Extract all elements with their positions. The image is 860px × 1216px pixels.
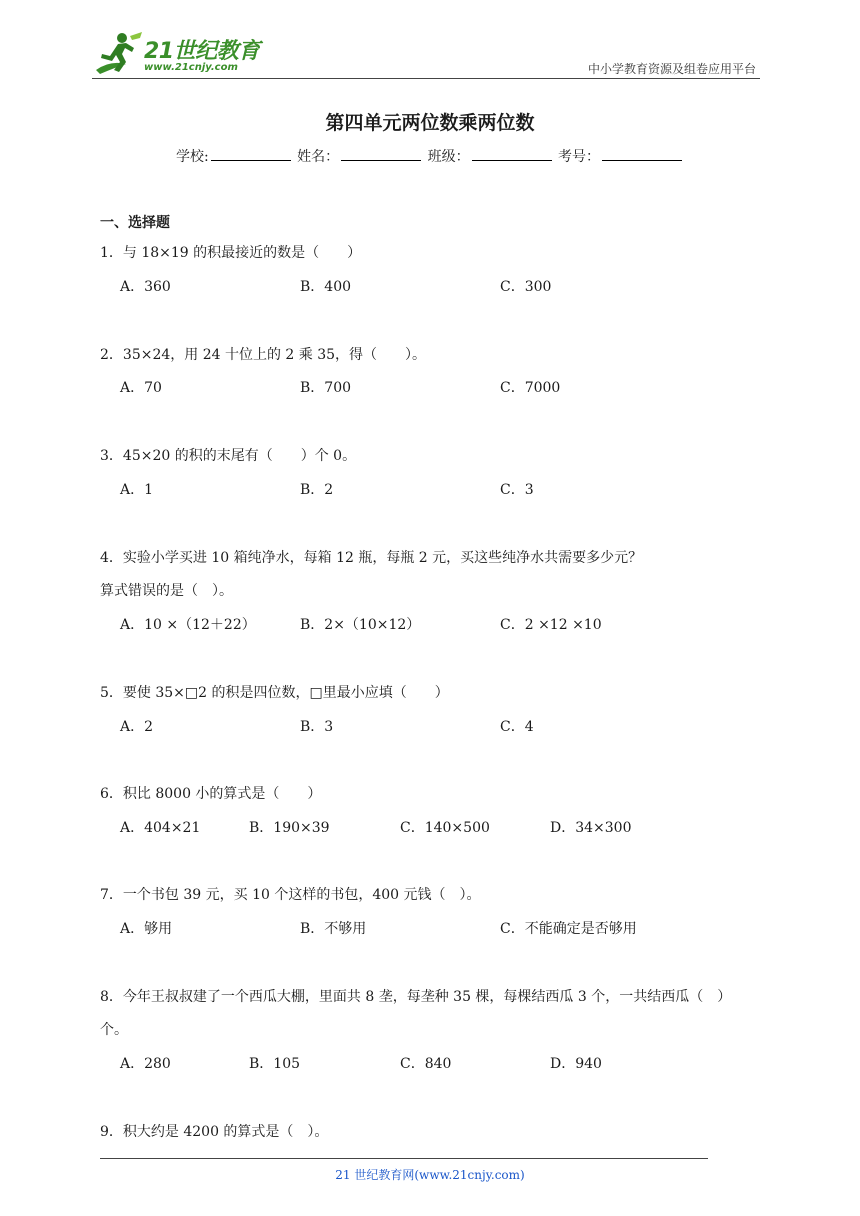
question-6-option-d: D．34×300 [550, 820, 632, 836]
question-1-option-b: B．400 [300, 279, 352, 295]
header-divider [92, 78, 760, 79]
question-6-option-c: C．140×500 [400, 820, 490, 836]
question-2-stem: 2．35×24，用 24 十位上的 2 乘 35，得（ ）。 [100, 347, 427, 363]
question-9-stem: 9．积大约是 4200 的算式是（ ）。 [100, 1124, 329, 1140]
class-blank [472, 147, 552, 161]
page-title: 第四单元两位数乘两位数 [325, 112, 535, 134]
name-blank [341, 147, 421, 161]
question-5-option-b: B．3 [300, 719, 334, 735]
class-label: 班级： [427, 149, 470, 165]
school-label: 学校: [175, 149, 209, 165]
question-6-stem: 6．积比 8000 小的算式是（ ） [100, 786, 322, 802]
question-4-option-b: B．2×（10×12） [300, 617, 421, 633]
school-blank [211, 147, 291, 161]
question-6-option-b: B．190×39 [249, 820, 330, 836]
question-7-option-b: B．不够用 [300, 921, 367, 937]
question-3-option-b: B．2 [300, 482, 334, 498]
question-5-option-c: C．4 [500, 719, 534, 735]
section-heading: 一、选择题 [100, 215, 170, 231]
question-2-option-b: B．700 [300, 380, 352, 396]
question-4-option-c: C．2 ×12 ×10 [500, 617, 602, 633]
question-2-option-c: C．7000 [500, 380, 561, 396]
question-4-option-a: A．10 ×（12＋22） [120, 617, 256, 633]
exam-number-label: 考号： [558, 149, 601, 165]
question-5-stem: 5．要使 35×□2 的积是四位数，□里最小应填（ ） [100, 685, 449, 701]
question-3-stem: 3．45×20 的积的末尾有（ ）个 0。 [100, 448, 357, 464]
question-8-stem-line-2: 个。 [100, 1022, 128, 1038]
question-7-stem: 7．一个书包 39 元，买 10 个这样的书包，400 元钱（ ）。 [100, 887, 481, 903]
site-logo [92, 30, 267, 80]
question-1-stem: 1．与 18×19 的积最接近的数是（ ） [100, 245, 362, 261]
question-1-option-c: C．300 [500, 279, 552, 295]
name-label: 姓名： [297, 149, 340, 165]
question-7-option-c: C．不能确定是否够用 [500, 921, 637, 937]
footer-divider [100, 1158, 708, 1159]
logo-url-text: www.21cnjy.com [144, 62, 238, 73]
question-8-option-a: A．280 [120, 1056, 171, 1072]
question-8-stem: 8．今年王叔叔建了一个西瓜大棚，里面共 8 垄，每垄种 35 棵，每棵结西瓜 3 个，一共结西瓜（ ） [100, 989, 732, 1005]
question-3-option-c: C．3 [500, 482, 534, 498]
logo-brand-text: 21世纪教育 [144, 39, 260, 64]
footer-link[interactable]: 21 世纪教育网(www.21cnjy.com) [335, 1168, 525, 1182]
question-5-option-a: A．2 [120, 719, 154, 735]
question-4-stem-line-2: 算式错误的是（ ）。 [100, 583, 233, 599]
question-8-option-b: B．105 [249, 1056, 301, 1072]
question-7-option-a: A．够用 [120, 921, 173, 937]
question-4-stem: 4．实验小学买进 10 箱纯净水，每箱 12 瓶，每瓶 2 元，买这些纯净水共需要多少元？ [100, 550, 643, 566]
question-3-option-a: A．1 [120, 482, 154, 498]
question-6-option-a: A．404×21 [120, 820, 201, 836]
question-1-option-a: A．360 [120, 279, 171, 295]
platform-name: 中小学教育资源及组卷应用平台 [587, 62, 756, 76]
question-8-option-c: C．840 [400, 1056, 452, 1072]
question-2-option-a: A．70 [120, 380, 162, 396]
question-8-option-d: D．940 [550, 1056, 602, 1072]
student-info-fields [0, 146, 860, 166]
runner-logo-icon [92, 30, 146, 76]
exam-number-blank [602, 147, 682, 161]
